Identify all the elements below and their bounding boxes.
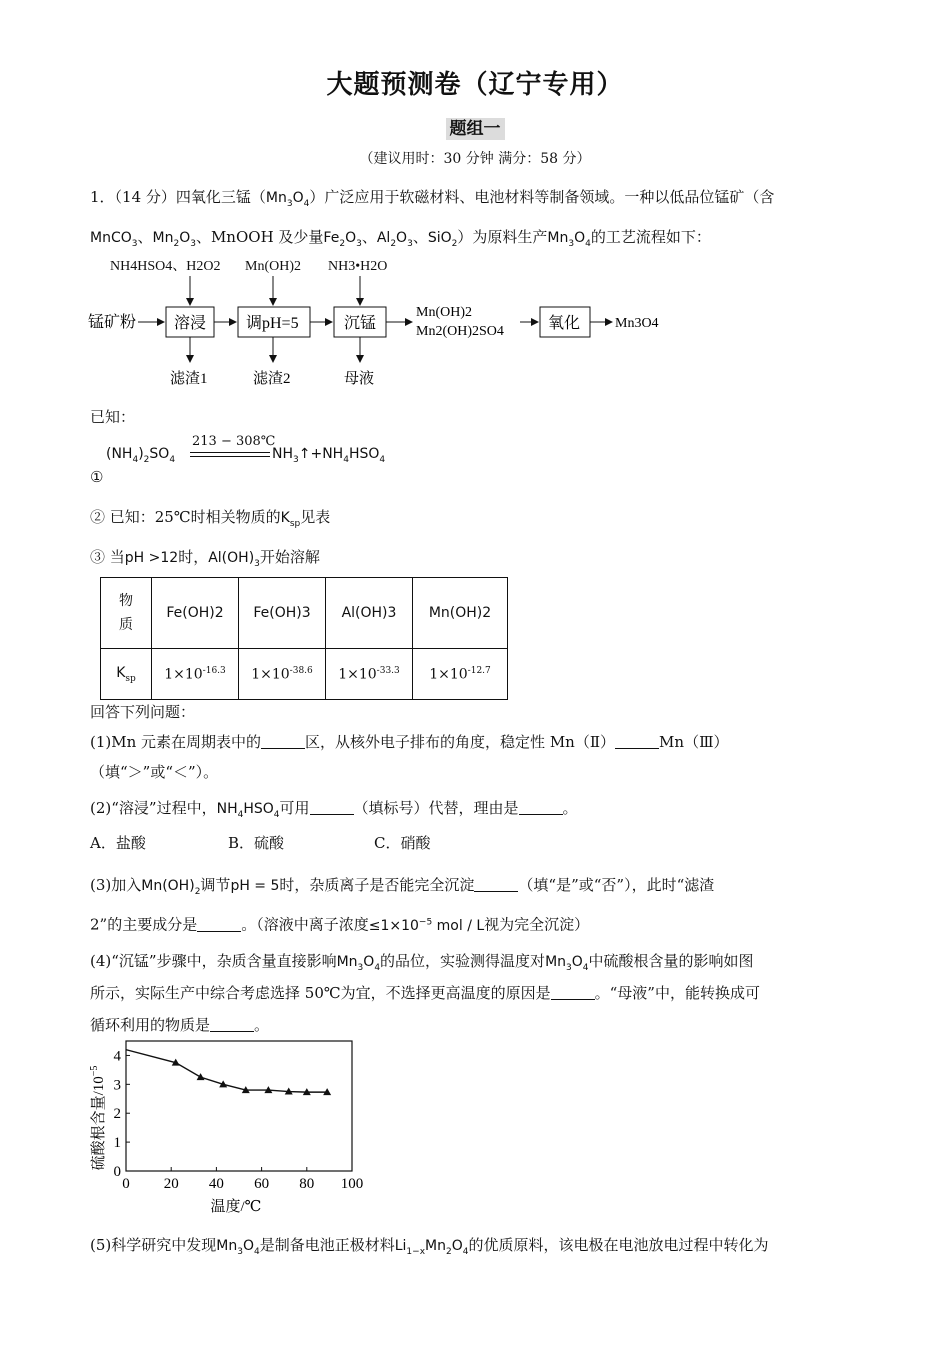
formula-sio2: SiO$_2$ <box>427 230 458 249</box>
series-line <box>126 1050 327 1092</box>
y-tick-label: 0 <box>113 1164 121 1180</box>
intro-text: ）广泛应用于软磁材料、电池材料等制备领域。一种以低品位锰矿（含 <box>309 188 775 206</box>
intro-text: 、MnOOH 及少量 <box>195 228 324 246</box>
y-axis-label-group <box>89 1066 107 1171</box>
formula-mn3o4: $Mn_3O_4$ <box>336 954 381 973</box>
p1-text: (1)Mn 元素在周期表中的 <box>90 733 262 751</box>
table-header-cell <box>101 578 152 649</box>
answer-blank[interactable] <box>519 800 563 815</box>
flow-reagent1: NH4HSO4、H2O2 <box>110 259 221 274</box>
ksp-base: 1×10 <box>251 666 290 683</box>
formula-mn3o4: $Mn_3O_4$ <box>545 954 589 973</box>
known-label: 已知： <box>90 408 136 426</box>
part2-line <box>90 797 860 826</box>
p4-text: 。 <box>254 1016 270 1034</box>
y-axis-label-text: 硫酸根含量/10 <box>91 1076 107 1171</box>
p3-text: （填“是”或“否”），此时“滤渣 <box>518 876 715 894</box>
ph-condition: pH >12 <box>124 550 179 566</box>
flow-step4: 氧化 <box>548 315 581 332</box>
part4-line2 <box>90 982 860 1004</box>
answer-blank[interactable] <box>551 985 595 1000</box>
answer-blank[interactable] <box>261 734 305 749</box>
answer-blank[interactable] <box>474 877 518 892</box>
formula-mn3o4: $Mn_3O_4$ <box>547 230 591 249</box>
conc-base: ≤1×10 <box>368 917 419 934</box>
flow-reagent3: NH3•H2O <box>328 259 388 274</box>
ksp-base: 1×10 <box>429 666 468 683</box>
y-tick-label: 2 <box>113 1106 121 1123</box>
p3-text: 2”的主要成分是 <box>90 915 198 934</box>
ksp-base: 1×10 <box>338 666 377 683</box>
plot-frame <box>126 1041 352 1171</box>
formula-mn2o3: $Mn_2O_3$ <box>152 230 196 249</box>
p2-text: 。 <box>562 799 578 817</box>
flow-output: Mn3O4 <box>615 316 659 331</box>
known3-line <box>90 546 860 575</box>
y-axis-label-exp: −5 <box>89 1065 100 1077</box>
p3-text: 。（溶液中离子浓度 <box>241 915 369 934</box>
eq-condition: 213 − 308℃ <box>192 434 276 449</box>
p3-text: 调节 <box>200 876 231 894</box>
ksp-k: K <box>116 664 126 681</box>
part1-line1 <box>90 731 860 753</box>
y-tick-label: 1 <box>113 1135 121 1152</box>
flow-input: 锰矿粉 <box>88 314 137 331</box>
table-col-header: Fe(OH)3 <box>239 578 326 649</box>
formula-li-mn2o4: $Li_{1-x}Mn_2O_4$ <box>394 1238 469 1257</box>
data-point-triangle <box>197 1073 205 1080</box>
answer-blank[interactable] <box>615 734 659 749</box>
flow-residue2: 滤渣2 <box>253 371 291 387</box>
table-header-label: 物质 <box>119 593 133 633</box>
intro-text: 、 <box>137 228 153 246</box>
y-tick-label: 4 <box>113 1048 121 1065</box>
flow-reagent2: Mn(OH)2 <box>245 259 301 274</box>
eq-reactant: $(NH_4)_2SO_4$ <box>106 446 176 465</box>
flow-step2: 调pH=5 <box>246 315 299 332</box>
p2-text: 可用 <box>279 799 310 817</box>
x-tick-label: 20 <box>163 1176 179 1192</box>
p1-text: 区，从核外电子排布的角度，稳定性 Mn（Ⅱ） <box>305 733 616 751</box>
ksp-exp: -33.3 <box>376 665 400 676</box>
ksp-base: 1×10 <box>164 666 203 683</box>
formula-mn3o4: $Mn_3O_4$ <box>265 190 310 209</box>
formula-mnco3: MnCO$_3$ <box>90 230 138 249</box>
x-tick-label: 0 <box>122 1176 130 1192</box>
table-row <box>101 649 508 700</box>
known2-text: 见表 <box>300 508 331 526</box>
table-ksp-label <box>101 649 152 700</box>
flow-product-line1: Mn(OH)2 <box>416 305 472 320</box>
p3-text: (3)加入 <box>90 876 142 894</box>
intro-text: 、 <box>361 228 377 246</box>
part3-line2 <box>90 911 860 937</box>
answer-blank[interactable] <box>210 1017 254 1032</box>
p3-text: 时，杂质离子是否能完全沉淀 <box>279 876 475 894</box>
table-col-header: Fe(OH)2 <box>152 578 239 649</box>
p5-text: 是制备电池正极材料 <box>259 1236 395 1254</box>
answer-blank[interactable] <box>310 800 354 815</box>
answer-prompt: 回答下列问题： <box>90 703 196 721</box>
subtitle-text: 题组一 <box>446 118 505 140</box>
part4-line1 <box>90 950 860 979</box>
table-cell <box>152 649 239 700</box>
p4-text: 中硫酸根含量的影响如图 <box>588 952 754 970</box>
concentration-threshold <box>369 918 484 934</box>
part5-line1 <box>90 1234 860 1263</box>
time-score-meta: （建议用时：30 分钟 满分：58 分） <box>359 151 591 167</box>
known3-text: 时， <box>178 548 209 566</box>
x-tick-label: 40 <box>208 1176 224 1192</box>
process-flow-diagram <box>88 252 688 392</box>
known3-text: 开始溶解 <box>259 548 320 566</box>
known2-line <box>90 506 860 535</box>
conc-exp: −5 <box>418 917 433 927</box>
table-cell <box>239 649 326 700</box>
p5-text: (5)科学研究中发现 <box>90 1236 217 1254</box>
intro-text: ）为原料生产 <box>457 228 548 246</box>
p5-text: 的优质原料，该电极在电池放电过程中转化为 <box>468 1236 769 1254</box>
eq-double-line <box>190 452 270 457</box>
part1-line2: （填“＞”或“＜”）。 <box>90 763 219 781</box>
x-tick-label: 60 <box>254 1176 270 1192</box>
table-row <box>101 578 508 649</box>
table-col-header: Mn(OH)2 <box>413 578 508 649</box>
formula-al2o3: $Al_2O_3$ <box>376 230 413 249</box>
p4-text: 循环利用的物质是 <box>90 1016 211 1034</box>
part4-line3 <box>90 1014 860 1036</box>
section-subtitle <box>0 114 950 139</box>
known1-number: ① <box>90 468 104 486</box>
part2-options <box>90 832 860 854</box>
table-cell <box>326 649 413 700</box>
known2-text: ② 已知：25℃时相关物质的 <box>90 508 281 526</box>
ksp-symbol: $K_{sp}$ <box>280 510 301 529</box>
ksp-exp: -16.3 <box>202 665 226 676</box>
flow-mother-liquor: 母液 <box>344 371 375 387</box>
x-tick-label: 80 <box>299 1176 315 1192</box>
page-title: 大题预测卷（辽宁专用） <box>326 70 624 100</box>
p4-text: 。“母液”中，能转换成可 <box>594 984 760 1002</box>
p3-text: 视为完全沉淀） <box>484 915 590 934</box>
formula-nh4hso4: $NH_4HSO_4$ <box>216 801 280 820</box>
answer-blank[interactable] <box>197 917 241 932</box>
y-axis-label <box>89 1066 107 1171</box>
p2-text: (2)“溶浸”过程中， <box>90 799 217 817</box>
flow-product-line2: Mn2(OH)2SO4 <box>416 324 504 339</box>
option-c[interactable]: C．硝酸 <box>374 834 431 852</box>
intro-text: 、 <box>412 228 428 246</box>
ph-value: pH = 5 <box>230 878 280 894</box>
x-tick-label: 100 <box>340 1176 364 1192</box>
p4-text: 所示，实际生产中综合考虑选择 50℃为宜，不选择更高温度的原因是 <box>90 984 551 1002</box>
p4-text: 的品位，实验测得温度对 <box>380 952 546 970</box>
formula-mn3o4: $Mn_3O_4$ <box>216 1238 260 1257</box>
intro-text: 1．（14 分）四氧化三锰（ <box>90 188 266 206</box>
part3-line1 <box>90 874 860 903</box>
p1-text: Mn（Ⅲ） <box>659 733 729 751</box>
ksp-sub: sp <box>125 673 136 684</box>
formula-fe2o3: $Fe_2O_3$ <box>323 230 362 249</box>
eq-products: $NH_3↑+NH_4HSO_4$ <box>272 446 386 465</box>
p4-text: (4)“沉锰”步骤中，杂质含量直接影响 <box>90 952 337 970</box>
conc-unit: mol / L <box>436 917 485 934</box>
option-a[interactable]: A．盐酸 <box>90 834 146 852</box>
p2-text: （填标号）代替，理由是 <box>353 799 519 817</box>
chart-axes <box>126 1041 352 1171</box>
y-tick-label: 3 <box>113 1077 121 1094</box>
flow-residue1: 滤渣1 <box>170 371 208 387</box>
intro-text: 的工艺流程如下： <box>590 228 711 246</box>
option-b[interactable]: B．硫酸 <box>228 834 285 852</box>
known3-text: ③ 当 <box>90 548 125 566</box>
ksp-table <box>100 577 508 700</box>
q1-intro-line2 <box>90 226 860 255</box>
ksp-exp: -12.7 <box>467 665 491 676</box>
formula-aloh3: $Al(OH)_3$ <box>208 550 260 569</box>
sulfate-temperature-chart <box>86 1036 386 1216</box>
flow-step1: 溶浸 <box>174 315 207 332</box>
table-col-header: Al(OH)3 <box>326 578 413 649</box>
formula-mnoh2: $Mn(OH)_2$ <box>141 878 201 897</box>
flow-step3: 沉锰 <box>344 315 377 332</box>
x-axis-label: 温度/℃ <box>210 1199 262 1215</box>
ksp-exp: -38.6 <box>289 665 313 676</box>
q1-intro-line1 <box>90 186 860 215</box>
table-cell <box>413 649 508 700</box>
